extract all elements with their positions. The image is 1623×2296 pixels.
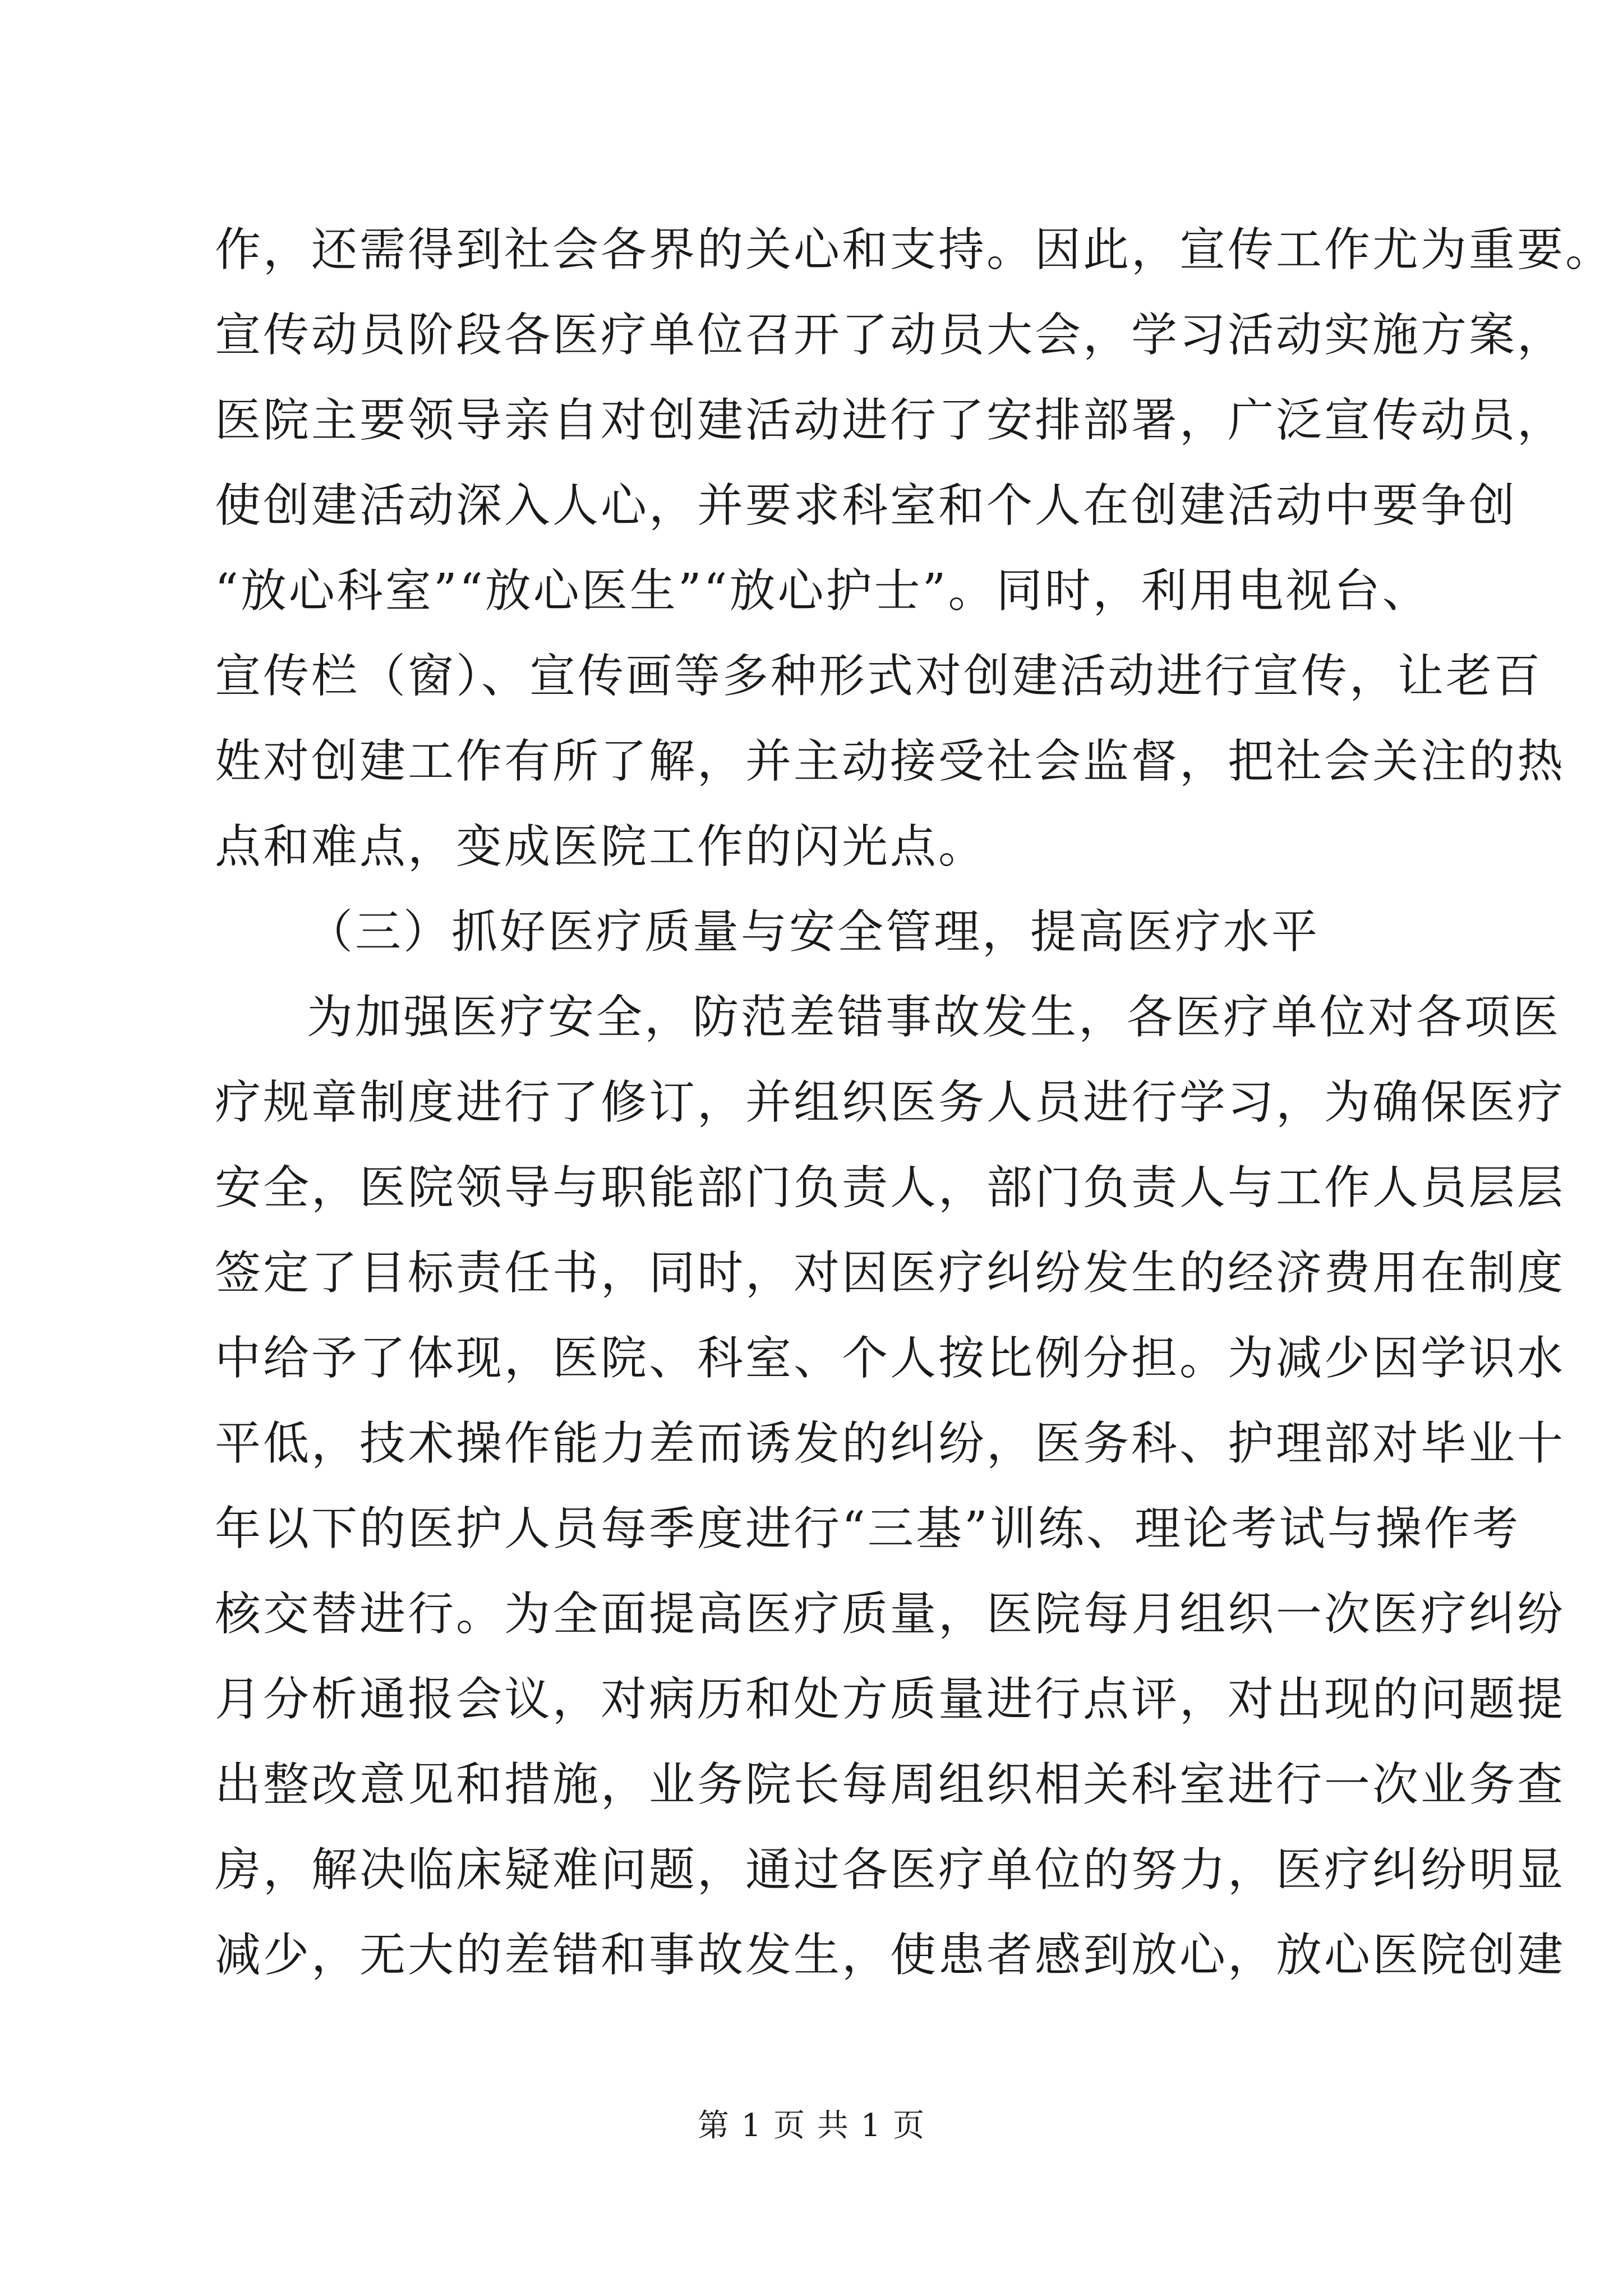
text-line: 平低，技术操作能力差而诱发的纠纷，医务科、护理部对毕业十 (215, 1417, 1566, 1470)
text-line: “放心科室”“放心医生”“放心护士”。同时，利用电视台、 (215, 564, 1431, 618)
text-line: 中给予了体现，医院、科室、个人按比例分担。为减少因学识水 (215, 1332, 1566, 1385)
text-line: 点和难点，变成医院工作的闪光点。 (215, 820, 987, 873)
text-line: 安全，医院领导与职能部门负责人，部门负责人与工作人员层层 (215, 1161, 1566, 1214)
paragraph-first-line: 为加强医疗安全，防范差错事故发生，各医疗单位对各项医 (307, 991, 1561, 1044)
text-line: 宣传动员阶段各医疗单位召开了动员大会，学习活动实施方案， (215, 309, 1566, 362)
text-line: 签定了目标责任书，同时，对因医疗纠纷发生的经济费用在制度 (215, 1246, 1566, 1300)
text-line: 月分析通报会议，对病历和处方质量进行点评，对出现的问题提 (215, 1673, 1566, 1726)
text-line: 房，解决临床疑难问题，通过各医疗单位的努力，医疗纠纷明显 (215, 1843, 1566, 1897)
text-line: 出整改意见和措施，业务院长每周组织相关科室进行一次业务查 (215, 1758, 1566, 1811)
body-text (215, 208, 1614, 1998)
text-line: 宣传栏（窗）、宣传画等多种形式对创建活动进行宣传，让老百 (215, 650, 1543, 703)
text-line: 疗规章制度进行了修订，并组织医务人员进行学习，为确保医疗 (215, 1076, 1566, 1129)
text-line: 年以下的医护人员每季度进行“三基”训练、理论考试与操作考 (215, 1502, 1520, 1556)
page-number-footer: 第 1 页 共 1 页 (697, 2108, 926, 2144)
text-line: 使创建活动深入人心，并要求科室和个人在创建活动中要争创 (215, 479, 1518, 532)
text-line: 核交替进行。为全面提高医疗质量，医院每月组织一次医疗纠纷 (215, 1588, 1566, 1641)
text-line: 医院主要领导亲自对创建活动进行了安排部署，广泛宣传动员， (215, 394, 1566, 447)
section-heading: （三）抓好医疗质量与安全管理，提高医疗水平 (307, 905, 1320, 959)
text-line: 作，还需得到社会各界的关心和支持。因此，宣传工作尤为重要。 (215, 223, 1614, 277)
text-line: 姓对创建工作有所了解，并主动接受社会监督，把社会关注的热 (215, 735, 1566, 788)
text-line: 减少，无大的差错和事故发生，使患者感到放心，放心医院创建 (215, 1929, 1566, 1982)
